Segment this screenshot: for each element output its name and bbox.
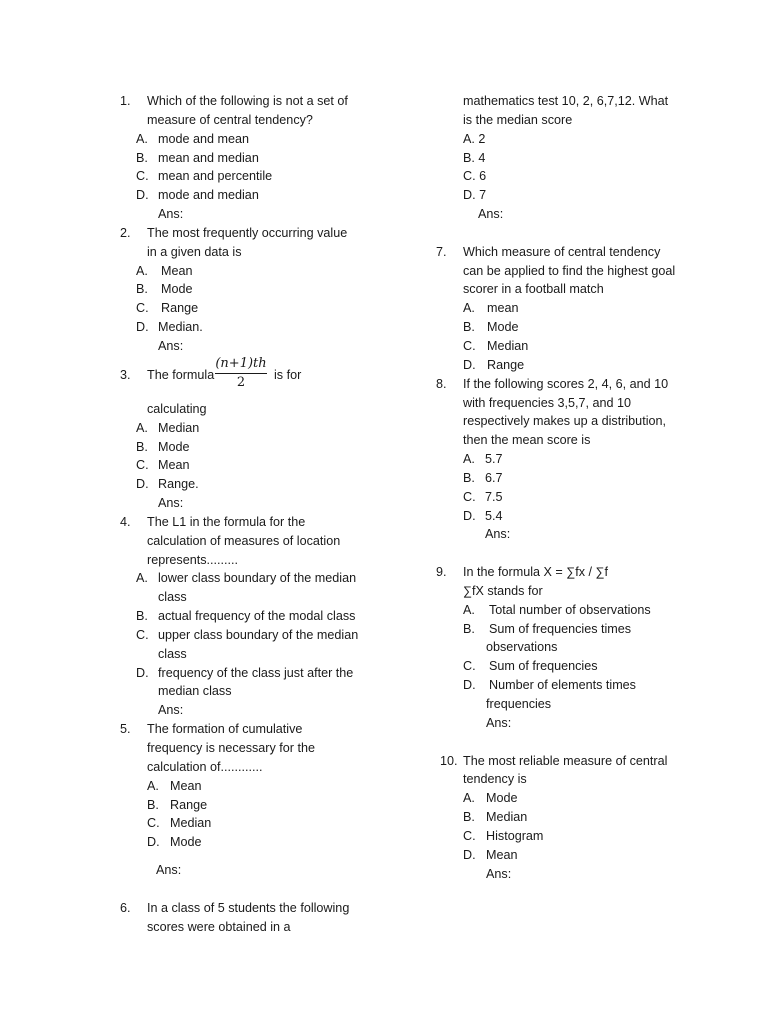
option-letter: D. — [463, 847, 476, 862]
option-text: Median — [158, 420, 200, 435]
option-a — [436, 450, 686, 469]
option-c — [120, 456, 370, 475]
option-c — [436, 827, 686, 846]
question-2 — [120, 224, 370, 243]
option-text: Sum of frequencies times — [489, 621, 632, 636]
option-letter: A. — [463, 602, 475, 617]
option-text: Mean — [161, 263, 193, 278]
option-letter: D. — [463, 357, 476, 372]
option-text: Mean — [486, 847, 518, 862]
option-letter: B. — [463, 621, 475, 636]
option-letter: B. — [147, 797, 159, 812]
option-letter: C. — [463, 489, 476, 504]
option-d — [436, 846, 686, 865]
option-d — [120, 318, 370, 337]
option-letter: B. — [136, 609, 148, 624]
question-text: In a class of 5 students the following — [147, 900, 350, 915]
question-9 — [436, 563, 686, 582]
question-text: frequency is necessary for the — [147, 741, 315, 755]
question-text: scorer in a football match — [463, 282, 604, 297]
option-d — [436, 186, 686, 205]
question-text: In the formula X = ∑fx / ∑f — [463, 565, 609, 580]
option-c — [436, 167, 686, 186]
option-text: Number of elements times — [489, 678, 636, 693]
question-5 — [120, 720, 370, 739]
question-text: measure of central tendency? — [147, 112, 313, 127]
question-text: Which measure of central tendency — [463, 244, 661, 259]
option-text: Range. — [158, 477, 199, 492]
question-number: 5. — [120, 722, 131, 737]
option-a — [436, 601, 686, 620]
option-text: 5.7 — [485, 452, 503, 467]
option-letter: D. — [136, 188, 149, 203]
option-b — [120, 149, 370, 168]
answer-label: Ans: — [486, 715, 512, 730]
question-text: respectively makes up a distribution, — [463, 414, 666, 429]
question-4 — [120, 513, 370, 532]
question-number: 6. — [120, 900, 131, 915]
option-letter: D. — [136, 665, 149, 680]
option-a — [436, 789, 686, 808]
option-text: Median — [170, 816, 212, 831]
option-text: Mode — [161, 282, 193, 297]
option-text: 5.4 — [485, 508, 503, 523]
question-text: The most reliable measure of central — [463, 753, 668, 768]
question-text: scores were obtained in a — [147, 919, 291, 934]
option-text: Range — [170, 797, 208, 812]
option-text: lower class boundary of the median — [158, 571, 357, 586]
median-position-formula — [215, 356, 267, 391]
option-a — [120, 130, 370, 149]
option-a — [436, 130, 686, 149]
question-text: is for — [274, 367, 302, 382]
question-text: with frequencies 3,5,7, and 10 — [463, 395, 632, 410]
option-letter: D. — [463, 508, 476, 523]
option-d — [436, 356, 686, 375]
option-c — [436, 337, 686, 356]
answer-label: Ans: — [478, 207, 504, 222]
option-b — [120, 607, 370, 626]
option-text: Mode — [170, 835, 202, 850]
option-text: mean and median — [158, 150, 259, 165]
option-letter: A. — [136, 263, 148, 278]
question-number: 9. — [436, 565, 447, 580]
option-text: mean — [487, 301, 519, 316]
question-1 — [120, 92, 370, 111]
option-text: Mode — [486, 791, 518, 806]
question-text: The formula — [147, 367, 215, 382]
formula-denominator: 2 — [236, 374, 246, 390]
question-text: Which of the following is not a set of — [147, 94, 348, 108]
question-text: is the median score — [463, 112, 573, 127]
option-letter: A. — [463, 791, 475, 806]
option-letter: A. — [136, 571, 148, 586]
option-d — [120, 186, 370, 205]
question-10 — [436, 752, 686, 771]
option-a — [120, 569, 370, 588]
option-letter: C. — [463, 659, 476, 674]
answer-label: Ans: — [486, 866, 512, 881]
option-c — [436, 657, 686, 676]
answer-label: Ans: — [158, 207, 184, 222]
option-text: mode and mean — [158, 131, 250, 146]
option-c — [120, 814, 370, 833]
option-a — [120, 419, 370, 438]
option-letter: D. — [136, 477, 149, 492]
option-text-continued: class — [158, 590, 187, 605]
option-letter: D. — [463, 678, 476, 693]
option-text: B. 4 — [463, 150, 486, 165]
question-number: 4. — [120, 514, 131, 529]
option-d — [436, 676, 686, 695]
option-letter: A. — [147, 778, 159, 793]
option-letter: A. — [463, 301, 475, 316]
option-text-continued: observations — [486, 640, 558, 655]
question-text: in a given data is — [147, 244, 242, 259]
option-text: C. 6 — [463, 169, 487, 184]
option-text: Range — [161, 301, 199, 316]
question-text: calculating — [147, 401, 207, 416]
answer-label: Ans: — [156, 863, 182, 878]
option-text: A. 2 — [463, 131, 486, 146]
option-letter: C. — [136, 458, 149, 473]
answer-label: Ans: — [158, 703, 184, 718]
option-b — [120, 796, 370, 815]
option-text: 6.7 — [485, 470, 503, 485]
question-8 — [436, 375, 686, 394]
option-letter: B. — [136, 439, 148, 454]
question-text: then the mean score is — [463, 433, 591, 448]
option-letter: C. — [136, 169, 149, 184]
option-d — [436, 507, 686, 526]
question-7 — [436, 243, 686, 262]
question-3 — [120, 356, 370, 394]
option-text: Mean — [170, 778, 202, 793]
question-number: 3. — [120, 367, 131, 382]
question-text: tendency is — [463, 772, 527, 787]
question-text: can be applied to find the highest goal — [463, 263, 676, 278]
option-a — [120, 262, 370, 281]
option-b — [436, 808, 686, 827]
option-letter: D. — [136, 320, 149, 335]
option-text: D. 7 — [463, 188, 487, 203]
option-text: actual frequency of the modal class — [158, 609, 356, 624]
option-text-continued: median class — [158, 684, 232, 699]
option-letter: B. — [136, 282, 148, 297]
option-d — [120, 664, 370, 683]
option-text: Median — [486, 810, 528, 825]
question-text: The L1 in the formula for the — [147, 514, 306, 529]
option-d — [120, 833, 370, 852]
question-text: ∑fX stands for — [463, 583, 543, 598]
answer-label: Ans: — [158, 338, 184, 353]
option-text: 7.5 — [485, 489, 503, 504]
option-text: Total number of observations — [489, 602, 651, 617]
question-number: 8. — [436, 376, 447, 391]
question-text: The most frequently occurring value — [147, 225, 348, 240]
option-text: Median — [487, 338, 529, 353]
question-text: calculation of measures of location — [147, 533, 341, 548]
option-letter: A. — [136, 420, 148, 435]
option-c — [120, 626, 370, 645]
option-c — [120, 167, 370, 186]
option-text: mode and median — [158, 188, 259, 203]
option-text: Sum of frequencies — [489, 659, 598, 674]
option-text: Mode — [487, 320, 519, 335]
option-text: Mean — [158, 458, 190, 473]
question-number: 2. — [120, 225, 131, 240]
option-text: mean and percentile — [158, 169, 273, 184]
option-letter: C. — [463, 338, 476, 353]
option-text: Range — [487, 357, 525, 372]
option-b — [120, 280, 370, 299]
question-text: mathematics test 10, 2, 6,7,12. What — [463, 94, 669, 108]
option-letter: A. — [136, 131, 148, 146]
option-letter: C. — [147, 816, 160, 831]
option-text: upper class boundary of the median — [158, 627, 359, 642]
option-text: Histogram — [486, 828, 544, 843]
option-b — [436, 620, 686, 639]
option-c — [436, 488, 686, 507]
option-text: Median. — [158, 320, 203, 335]
option-letter: C. — [136, 301, 149, 316]
option-a — [120, 777, 370, 796]
question-number: 7. — [436, 244, 447, 259]
question-text: If the following scores 2, 4, 6, and 10 — [463, 376, 669, 391]
question-text: The formation of cumulative — [147, 722, 303, 737]
option-letter: B. — [463, 810, 475, 825]
option-d — [120, 475, 370, 494]
question-6 — [120, 899, 370, 918]
option-letter: B. — [463, 470, 475, 485]
option-letter: C. — [463, 828, 476, 843]
right-column — [436, 92, 686, 883]
option-b — [436, 318, 686, 337]
answer-label: Ans: — [158, 496, 184, 511]
left-column — [120, 92, 370, 936]
option-c — [120, 299, 370, 318]
option-b — [436, 469, 686, 488]
option-letter: B. — [136, 150, 148, 165]
question-text: represents......... — [147, 552, 238, 567]
question-number: 10. — [440, 753, 458, 768]
option-letter: A. — [463, 452, 475, 467]
option-text: Mode — [158, 439, 190, 454]
answer-label: Ans: — [485, 527, 511, 542]
question-number: 1. — [120, 94, 131, 108]
question-text: calculation of............ — [147, 759, 263, 774]
option-b — [436, 149, 686, 168]
option-letter: B. — [463, 320, 475, 335]
option-text: frequency of the class just after the — [158, 665, 354, 680]
option-a — [436, 299, 686, 318]
option-text-continued: frequencies — [486, 697, 552, 711]
option-text-continued: class — [158, 646, 187, 661]
option-letter: C. — [136, 627, 149, 642]
formula-numerator: (n+1)th — [215, 356, 267, 374]
option-letter: D. — [147, 835, 160, 850]
option-b — [120, 438, 370, 457]
